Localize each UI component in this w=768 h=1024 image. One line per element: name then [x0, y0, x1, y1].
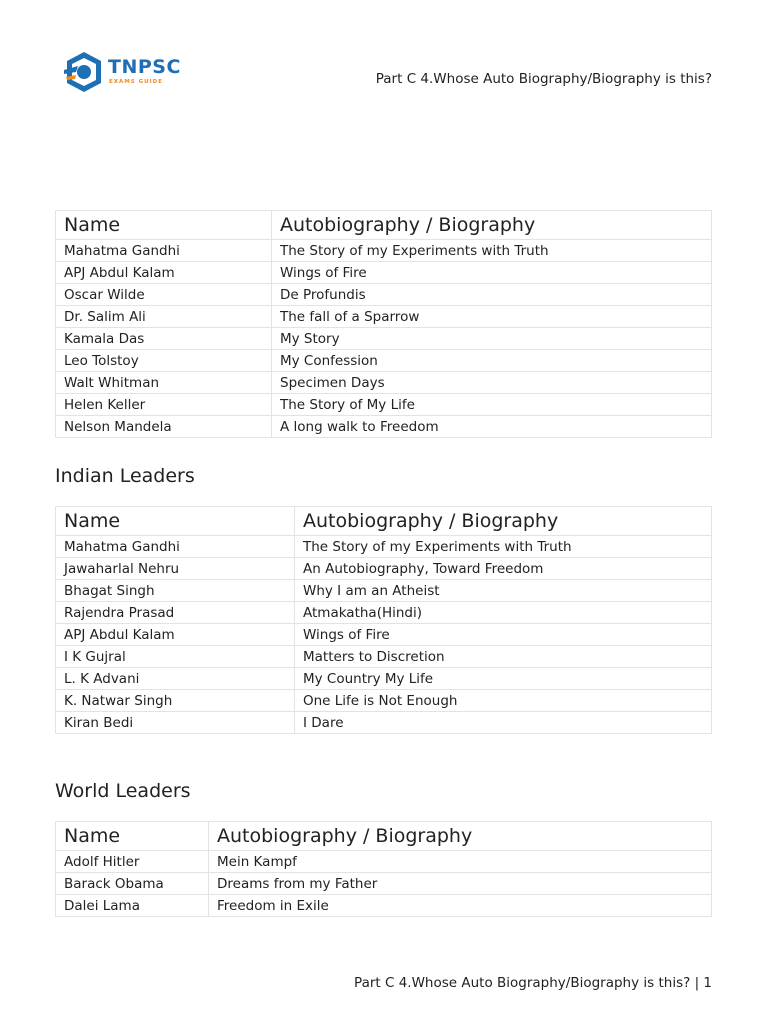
- biography-cell: My Story: [272, 328, 712, 350]
- table-row: [56, 624, 712, 646]
- section-heading-indian-leaders: Indian Leaders: [55, 465, 195, 487]
- table-row: [56, 394, 712, 416]
- biography-cell: The Story of my Experiments with Truth: [295, 536, 712, 558]
- biography-table-indian-leaders: [55, 506, 712, 734]
- table-row: [56, 690, 712, 712]
- name-cell: Bhagat Singh: [56, 580, 295, 602]
- biography-table-world-leaders: [55, 821, 712, 917]
- table-row: [56, 668, 712, 690]
- biography-cell: My Confession: [272, 350, 712, 372]
- biography-cell: The fall of a Sparrow: [272, 306, 712, 328]
- name-cell: L. K Advani: [56, 668, 295, 690]
- logo-brand-text: TNPSC: [108, 56, 181, 78]
- name-cell: APJ Abdul Kalam: [56, 624, 295, 646]
- table-row: [56, 851, 712, 873]
- biography-cell: One Life is Not Enough: [295, 690, 712, 712]
- column-header-name: Name: [56, 507, 295, 536]
- table-row: [56, 372, 712, 394]
- logo-brand-subtext: EXAMS GUIDE: [109, 79, 163, 85]
- section-heading-world-leaders: World Leaders: [55, 780, 191, 802]
- name-cell: Dalei Lama: [56, 895, 209, 917]
- name-cell: Walt Whitman: [56, 372, 272, 394]
- biography-cell: I Dare: [295, 712, 712, 734]
- biography-cell: Freedom in Exile: [209, 895, 712, 917]
- name-cell: Adolf Hitler: [56, 851, 209, 873]
- biography-cell: An Autobiography, Toward Freedom: [295, 558, 712, 580]
- column-header-biography: Autobiography / Biography: [295, 507, 712, 536]
- name-cell: Oscar Wilde: [56, 284, 272, 306]
- name-cell: Jawaharlal Nehru: [56, 558, 295, 580]
- table-row: [56, 262, 712, 284]
- name-cell: Kiran Bedi: [56, 712, 295, 734]
- biography-table-general: [55, 210, 712, 438]
- biography-cell: Specimen Days: [272, 372, 712, 394]
- name-cell: K. Natwar Singh: [56, 690, 295, 712]
- biography-cell: De Profundis: [272, 284, 712, 306]
- page-footer: Part C 4.Whose Auto Biography/Biography is this? | 1: [354, 975, 712, 991]
- column-header-biography: Autobiography / Biography: [272, 211, 712, 240]
- table-header-row: [56, 507, 712, 536]
- column-header-biography: Autobiography / Biography: [209, 822, 712, 851]
- biography-cell: Matters to Discretion: [295, 646, 712, 668]
- column-header-name: Name: [56, 211, 272, 240]
- biography-cell: Dreams from my Father: [209, 873, 712, 895]
- table-row: [56, 580, 712, 602]
- biography-cell: Why I am an Atheist: [295, 580, 712, 602]
- name-cell: Nelson Mandela: [56, 416, 272, 438]
- name-cell: Barack Obama: [56, 873, 209, 895]
- biography-cell: The Story of My Life: [272, 394, 712, 416]
- tnpsc-emblem-icon: [62, 50, 106, 94]
- tnpsc-logo: [62, 50, 192, 96]
- biography-cell: The Story of my Experiments with Truth: [272, 240, 712, 262]
- table-row: [56, 558, 712, 580]
- biography-cell: A long walk to Freedom: [272, 416, 712, 438]
- name-cell: APJ Abdul Kalam: [56, 262, 272, 284]
- table-row: [56, 712, 712, 734]
- table-header-row: [56, 211, 712, 240]
- name-cell: Dr. Salim Ali: [56, 306, 272, 328]
- name-cell: Kamala Das: [56, 328, 272, 350]
- name-cell: Rajendra Prasad: [56, 602, 295, 624]
- biography-cell: Wings of Fire: [272, 262, 712, 284]
- biography-cell: Atmakatha(Hindi): [295, 602, 712, 624]
- table-row: [56, 306, 712, 328]
- table-row: [56, 350, 712, 372]
- table-row: [56, 895, 712, 917]
- name-cell: Helen Keller: [56, 394, 272, 416]
- name-cell: Mahatma Gandhi: [56, 536, 295, 558]
- table-row: [56, 328, 712, 350]
- table-row: [56, 873, 712, 895]
- name-cell: Leo Tolstoy: [56, 350, 272, 372]
- biography-cell: Mein Kampf: [209, 851, 712, 873]
- biography-cell: Wings of Fire: [295, 624, 712, 646]
- table-row: [56, 536, 712, 558]
- page-header-title: Part C 4.Whose Auto Biography/Biography is this?: [375, 71, 712, 87]
- column-header-name: Name: [56, 822, 209, 851]
- table-row: [56, 646, 712, 668]
- table-row: [56, 240, 712, 262]
- table-row: [56, 284, 712, 306]
- name-cell: I K Gujral: [56, 646, 295, 668]
- table-header-row: [56, 822, 712, 851]
- biography-cell: My Country My Life: [295, 668, 712, 690]
- name-cell: Mahatma Gandhi: [56, 240, 272, 262]
- table-row: [56, 602, 712, 624]
- table-row: [56, 416, 712, 438]
